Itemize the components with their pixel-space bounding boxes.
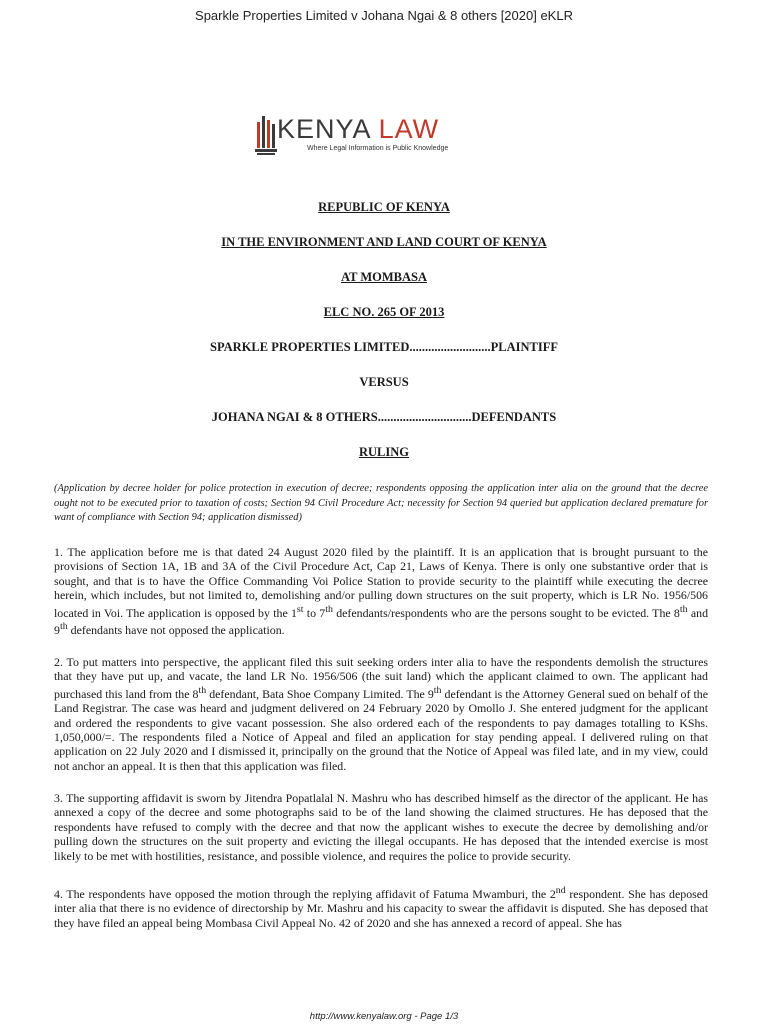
heading-republic: REPUBLIC OF KENYA bbox=[318, 200, 450, 214]
logo-wordmark bbox=[277, 114, 439, 144]
logo-name-law: LAW bbox=[378, 114, 440, 144]
heading-location: AT MOMBASA bbox=[341, 270, 427, 284]
heading-plaintiff: SPARKLE PROPERTIES LIMITED..........................PLAINTIFF bbox=[210, 340, 558, 354]
heading-court: IN THE ENVIRONMENT AND LAND COURT OF KENYA bbox=[221, 235, 547, 249]
page-footer: http://www.kenyalaw.org - Page 1/3 bbox=[309, 1011, 459, 1022]
logo-tagline: Where Legal Information is Public Knowledge bbox=[307, 145, 449, 152]
heading-versus: VERSUS bbox=[359, 375, 409, 389]
kenya-law-logo bbox=[255, 112, 515, 164]
paragraph-3: 3. The supporting affidavit is sworn by Jitendra Popatlalal N. Mashru who has described himself as the director of the applicant. He has annexed a copy of the decree and some photographs said to be of the land showing the claimed structures. He has deposed that the respondents have refused to comply with the decree and that now the applicant wishes to execute the decree by demolishing and/or pulling down the structures on the suit property and evicting the illegal occupants. He has deposed that the intended exercise is most likely to be met with hostilities, resistance, and possible violence, and requires the police to provide security. bbox=[54, 791, 708, 863]
pillars-icon bbox=[255, 112, 277, 156]
heading-ruling: RULING bbox=[358, 445, 409, 459]
paragraph-1: 1. The application before me is that dated 24 August 2020 filed by the plaintiff. It is an application that is brought pursuant to the provisions of Section 1A, 1B and 3A of the Civil Procedure Act, Cap 21, Laws of Kenya. There is only one substantive order that is sought, and that is to have the Office Commanding Voi Police Station to provide security to the plaintiff while executing the decree herein, which includes, but not limited to, demolishing and/or pulling down structures on the suit property, which is LR No. 1956/506 located in Voi. The application is opposed by the 1st to 7th defendants/respondents who are the persons sought to be evicted. The 8th and 9th defendants have not opposed the application. bbox=[54, 545, 709, 637]
paragraph-2: 2. To put matters into perspective, the applicant filed this suit seeking orders inter alia to have the respondents demolish the structures that they have put up, and vacate, the land LR No. 1956/506 (the suit land) which the applicant claimed to own. The applicant had purchased this land from the 8th defendant, Bata Shoe Company Limited. The 9th defendant is the Attorney General sued on behalf of the Land Registrar. The case was heard and judgment delivered on 24 February 2020 by Omollo J. She entered judgment for the applicant and ordered the respondents to give vacant possession. She also ordered each of the respondents to pay damages totalling to KShs. 1,050,000/=. The respondents filed a Notice of Appeal and filed an application for stay pending appeal. I delivered ruling on that application on 22 July 2020 and I dismissed it, principally on the ground that the Notice of Appeal was filed late, and in my view, could not anchor an appeal. It is then that this application was filed. bbox=[54, 655, 708, 773]
heading-defendants: JOHANA NGAI & 8 OTHERS..............................DEFENDANTS bbox=[211, 410, 557, 424]
heading-case-number: ELC NO. 265 OF 2013 bbox=[323, 305, 445, 319]
logo-name-kenya: KENYA bbox=[277, 114, 371, 144]
running-header: Sparkle Properties Limited v Johana Ngai & 8 others [2020] eKLR bbox=[195, 8, 573, 23]
paragraph-4: 4. The respondents have opposed the motion through the replying affidavit of Fatuma Mwamburi, the 2nd respondent. She has deposed inter alia that there is no evidence of directorship by Mr. Mashru and his capacity to swear the affidavit is disputed. She has deposed that they have filed an appeal being Mombasa Civil Appeal No. 42 of 2020 and she has annexed a record of appeal. She has bbox=[54, 885, 708, 930]
ruling-summary: (Application by decree holder for police protection in execution of decree; respondents opposing the application inter alia on the ground that the decree ought not to be executed prior to taxation of costs; Section 94 Civil Procedure Act; necessity for Section 94 queried but application declared premature for want of compliance with Section 94; application dismissed) bbox=[54, 483, 708, 523]
